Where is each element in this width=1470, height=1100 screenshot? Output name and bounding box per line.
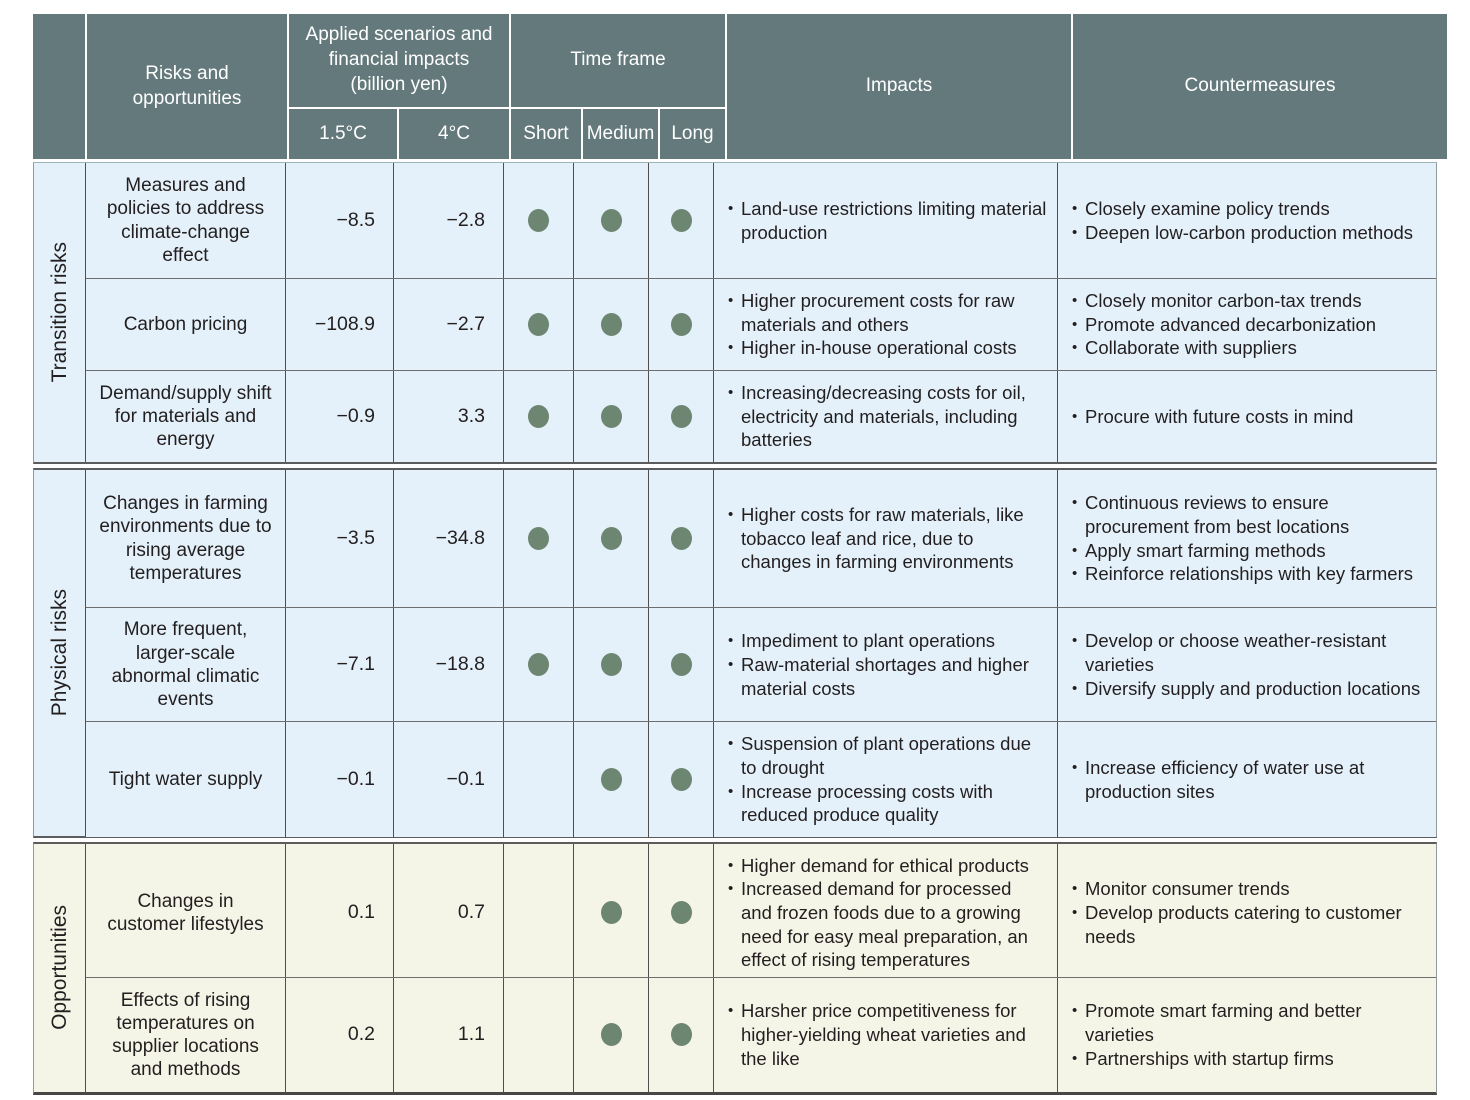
row-name: Changes in farming environments due to rising average temperatures bbox=[86, 470, 286, 607]
impacts-cell bbox=[714, 608, 1058, 721]
section-transition-risks bbox=[33, 162, 1437, 464]
time-medium-cell bbox=[574, 279, 649, 370]
time-long-dot bbox=[671, 1023, 692, 1046]
impacts-cell bbox=[714, 371, 1058, 462]
time-long-dot bbox=[671, 901, 692, 924]
time-short-dot bbox=[528, 405, 549, 428]
impact-item: • Impediment to plant operations bbox=[728, 629, 1047, 653]
section-opportunities bbox=[33, 842, 1437, 1095]
time-medium-dot bbox=[601, 527, 622, 550]
header-time-frame: Time frame bbox=[511, 14, 725, 107]
time-short-cell bbox=[504, 279, 574, 370]
impact-item: • Suspension of plant operations due to drought bbox=[728, 732, 1047, 779]
impacts-cell bbox=[714, 722, 1058, 837]
value-4c: −2.7 bbox=[394, 279, 504, 370]
time-medium-dot bbox=[601, 901, 622, 924]
row-name: Carbon pricing bbox=[86, 279, 286, 370]
countermeasure-item: • Diversify supply and production locations bbox=[1072, 677, 1426, 701]
header-corner-cell bbox=[33, 14, 85, 159]
time-medium-cell bbox=[574, 470, 649, 607]
section-label bbox=[34, 470, 86, 836]
value-1-5c: −108.9 bbox=[286, 279, 394, 370]
table-row bbox=[86, 844, 1436, 977]
impact-item: • Increased demand for processed and frozen foods due to a growing need for easy meal preparation, an effect of rising temperatures bbox=[728, 877, 1047, 972]
time-long-dot bbox=[671, 209, 692, 232]
countermeasure-item: • Increase efficiency of water use at production sites bbox=[1072, 756, 1426, 803]
table-header bbox=[33, 14, 1437, 159]
table-row bbox=[86, 278, 1436, 370]
value-1-5c: −0.1 bbox=[286, 722, 394, 837]
time-short-dot bbox=[528, 313, 549, 336]
impact-item: • Harsher price competitiveness for higher-yielding wheat varieties and the like bbox=[728, 999, 1047, 1070]
table-row bbox=[86, 721, 1436, 835]
header-time-short: Short bbox=[511, 109, 581, 159]
section-label-text: Transition risks bbox=[47, 242, 71, 383]
time-long-cell bbox=[649, 722, 714, 837]
countermeasure-item: • Promote advanced decarbonization bbox=[1072, 313, 1426, 337]
impacts-cell bbox=[714, 844, 1058, 982]
countermeasure-item: • Continuous reviews to ensure procurement from best locations bbox=[1072, 491, 1426, 538]
countermeasure-item: • Apply smart farming methods bbox=[1072, 539, 1426, 563]
section-label bbox=[34, 163, 86, 462]
row-name: Measures and policies to address climate-change effect bbox=[86, 163, 286, 278]
section-physical-risks bbox=[33, 468, 1437, 838]
time-long-cell bbox=[649, 844, 714, 982]
time-medium-cell bbox=[574, 371, 649, 462]
header-impacts: Impacts bbox=[727, 14, 1071, 159]
header-time-long: Long bbox=[660, 109, 725, 159]
header-scenario-1-5c: 1.5°C bbox=[289, 109, 397, 159]
countermeasures-cell bbox=[1058, 722, 1436, 837]
time-short-cell bbox=[504, 470, 574, 607]
countermeasures-cell bbox=[1058, 844, 1436, 982]
climate-risk-table bbox=[33, 14, 1437, 1095]
countermeasure-item: • Reinforce relationships with key farmers bbox=[1072, 562, 1426, 586]
impacts-cell bbox=[714, 978, 1058, 1092]
row-name: Tight water supply bbox=[86, 722, 286, 837]
section-rows bbox=[86, 844, 1436, 1092]
table-row bbox=[86, 977, 1436, 1092]
value-1-5c: −7.1 bbox=[286, 608, 394, 721]
time-medium-dot bbox=[601, 405, 622, 428]
countermeasures-cell bbox=[1058, 978, 1436, 1092]
impacts-cell bbox=[714, 163, 1058, 278]
value-1-5c: −0.9 bbox=[286, 371, 394, 462]
time-short-dot bbox=[528, 527, 549, 550]
time-medium-cell bbox=[574, 163, 649, 278]
time-short-cell bbox=[504, 978, 574, 1092]
value-4c: −0.1 bbox=[394, 722, 504, 837]
time-long-cell bbox=[649, 371, 714, 462]
time-medium-cell bbox=[574, 844, 649, 982]
time-long-cell bbox=[649, 279, 714, 370]
time-medium-cell bbox=[574, 978, 649, 1092]
countermeasures-cell bbox=[1058, 608, 1436, 721]
impact-item: • Increase processing costs with reduced produce quality bbox=[728, 780, 1047, 827]
countermeasure-item: • Deepen low-carbon production methods bbox=[1072, 221, 1426, 245]
time-short-dot bbox=[528, 209, 549, 232]
impacts-cell bbox=[714, 279, 1058, 370]
time-short-cell bbox=[504, 844, 574, 982]
value-4c: −34.8 bbox=[394, 470, 504, 607]
value-1-5c: −3.5 bbox=[286, 470, 394, 607]
countermeasure-item: • Promote smart farming and better varieties bbox=[1072, 999, 1426, 1046]
header-time-medium: Medium bbox=[583, 109, 658, 159]
countermeasure-item: • Procure with future costs in mind bbox=[1072, 405, 1426, 429]
time-long-dot bbox=[671, 405, 692, 428]
impact-item: • Higher in-house operational costs bbox=[728, 336, 1047, 360]
time-medium-dot bbox=[601, 313, 622, 336]
table-body bbox=[33, 162, 1437, 1095]
value-4c: 0.7 bbox=[394, 844, 504, 982]
section-rows bbox=[86, 470, 1436, 836]
row-name: Demand/supply shift for materials and energy bbox=[86, 371, 286, 462]
time-medium-dot bbox=[601, 653, 622, 676]
section-label-text: Opportunities bbox=[47, 905, 71, 1031]
countermeasures-cell bbox=[1058, 279, 1436, 370]
time-long-dot bbox=[671, 653, 692, 676]
impact-item: • Higher demand for ethical products bbox=[728, 854, 1047, 878]
impact-item: • Land-use restrictions limiting material production bbox=[728, 197, 1047, 244]
value-4c: 3.3 bbox=[394, 371, 504, 462]
value-1-5c: 0.1 bbox=[286, 844, 394, 982]
row-name: More frequent, larger-scale abnormal climatic events bbox=[86, 608, 286, 721]
impact-item: • Raw-material shortages and higher material costs bbox=[728, 653, 1047, 700]
table-row bbox=[86, 607, 1436, 721]
header-risks-and-opportunities: Risks and opportunities bbox=[87, 14, 287, 159]
countermeasure-item: • Closely examine policy trends bbox=[1072, 197, 1426, 221]
time-long-cell bbox=[649, 163, 714, 278]
header-scenario-4c: 4°C bbox=[399, 109, 509, 159]
value-4c: −2.8 bbox=[394, 163, 504, 278]
time-long-dot bbox=[671, 768, 692, 791]
table-row bbox=[86, 163, 1436, 278]
time-short-dot bbox=[528, 653, 549, 676]
time-medium-dot bbox=[601, 209, 622, 232]
time-medium-cell bbox=[574, 608, 649, 721]
time-medium-dot bbox=[601, 768, 622, 791]
value-4c: 1.1 bbox=[394, 978, 504, 1092]
header-countermeasures: Countermeasures bbox=[1073, 14, 1447, 159]
table-row bbox=[86, 470, 1436, 607]
value-1-5c: 0.2 bbox=[286, 978, 394, 1092]
value-1-5c: −8.5 bbox=[286, 163, 394, 278]
value-4c: −18.8 bbox=[394, 608, 504, 721]
countermeasure-item: • Develop products catering to customer needs bbox=[1072, 901, 1426, 948]
time-long-dot bbox=[671, 313, 692, 336]
header-applied-scenarios: Applied scenarios and financial impacts (billion yen) bbox=[289, 14, 509, 107]
time-long-cell bbox=[649, 608, 714, 721]
countermeasure-item: • Collaborate with suppliers bbox=[1072, 336, 1426, 360]
time-short-cell bbox=[504, 371, 574, 462]
section-label-text: Physical risks bbox=[47, 589, 71, 717]
row-name: Changes in customer lifestyles bbox=[86, 844, 286, 982]
impact-item: • Increasing/decreasing costs for oil, electricity and materials, including batteries bbox=[728, 381, 1047, 452]
table-row bbox=[86, 370, 1436, 462]
countermeasure-item: • Monitor consumer trends bbox=[1072, 877, 1426, 901]
time-long-dot bbox=[671, 527, 692, 550]
time-short-cell bbox=[504, 608, 574, 721]
time-long-cell bbox=[649, 978, 714, 1092]
time-long-cell bbox=[649, 470, 714, 607]
time-short-cell bbox=[504, 163, 574, 278]
countermeasure-item: • Develop or choose weather-resistant varieties bbox=[1072, 629, 1426, 676]
impact-item: • Higher procurement costs for raw materials and others bbox=[728, 289, 1047, 336]
time-medium-dot bbox=[601, 1023, 622, 1046]
section-rows bbox=[86, 163, 1436, 462]
countermeasures-cell bbox=[1058, 163, 1436, 278]
time-short-cell bbox=[504, 722, 574, 837]
row-name: Effects of rising temperatures on supplier locations and methods bbox=[86, 978, 286, 1092]
countermeasures-cell bbox=[1058, 470, 1436, 607]
countermeasure-item: • Closely monitor carbon-tax trends bbox=[1072, 289, 1426, 313]
impacts-cell bbox=[714, 470, 1058, 607]
countermeasure-item: • Partnerships with startup firms bbox=[1072, 1047, 1426, 1071]
countermeasures-cell bbox=[1058, 371, 1436, 462]
time-medium-cell bbox=[574, 722, 649, 837]
impact-item: • Higher costs for raw materials, like tobacco leaf and rice, due to changes in farming environments bbox=[728, 503, 1047, 574]
section-label bbox=[34, 844, 86, 1092]
